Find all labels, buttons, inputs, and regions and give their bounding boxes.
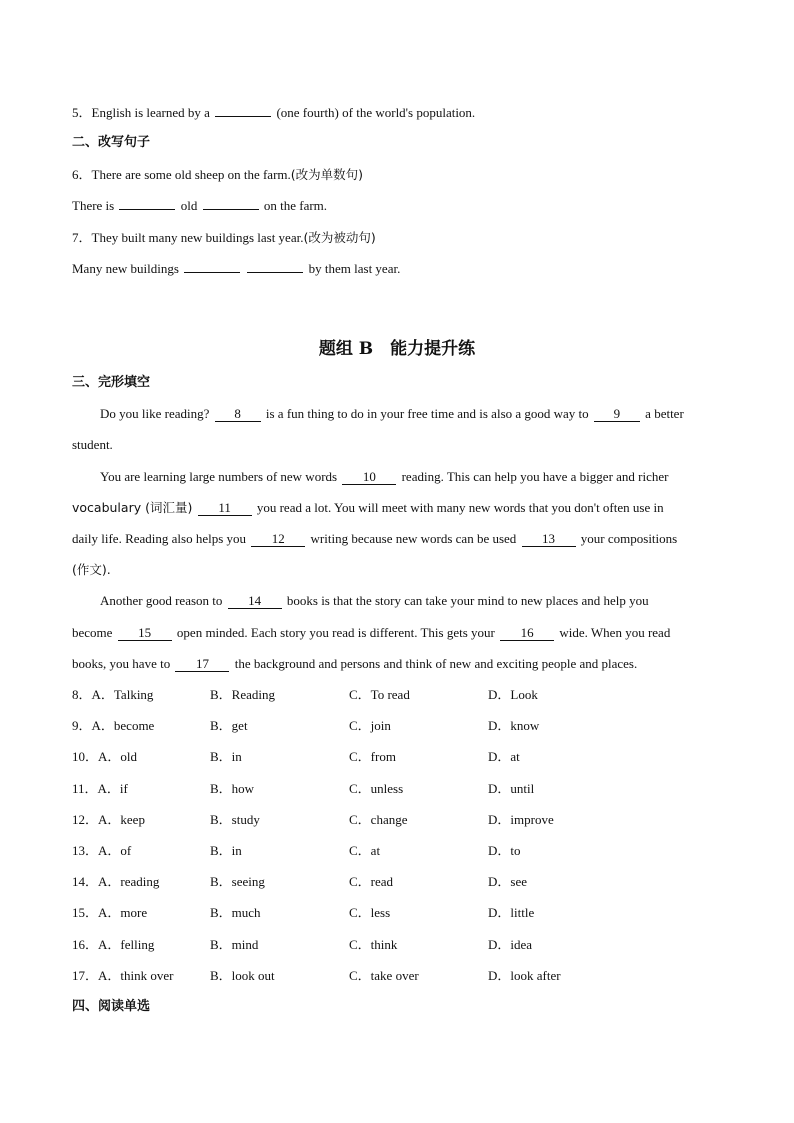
instruction-note: (改为被动句) — [303, 230, 376, 245]
option-label: C．take over — [349, 967, 419, 983]
cloze-blank-14[interactable] — [228, 594, 282, 609]
question-number: 5． — [72, 105, 92, 120]
option-b[interactable] — [210, 842, 242, 860]
option-label: D．idea — [488, 936, 533, 952]
cloze-blank-8[interactable] — [215, 407, 261, 422]
option-c[interactable] — [349, 811, 407, 829]
passage-text: vocabulary (词汇量) — [72, 500, 193, 515]
question-7 — [72, 229, 376, 247]
answer-text: on the farm. — [263, 198, 328, 213]
passage-text: open minded. Each story you read is different. This gets your — [176, 625, 495, 640]
option-label: A．reading — [98, 874, 160, 890]
option-b[interactable] — [210, 780, 254, 798]
option-d[interactable] — [488, 936, 532, 954]
option-c[interactable] — [349, 717, 391, 735]
passage-line: (作文). — [72, 562, 111, 577]
option-b[interactable] — [210, 811, 260, 829]
option-d[interactable] — [488, 780, 534, 798]
passage-line: student. — [72, 437, 113, 452]
option-a[interactable] — [72, 811, 145, 829]
option-c[interactable] — [349, 873, 393, 891]
cloze-blank-16[interactable] — [500, 626, 554, 641]
option-a[interactable] — [72, 936, 154, 954]
blank-number: 12 — [271, 531, 285, 546]
cloze-blank-15[interactable] — [118, 626, 172, 641]
answer-blank[interactable] — [247, 260, 303, 273]
section-heading-cloze: 三、完形填空 — [72, 375, 151, 390]
passage-text: Another good reason to — [100, 593, 223, 608]
option-label: A．more — [98, 905, 148, 921]
question-6-answer — [72, 197, 327, 215]
answer-blank[interactable] — [184, 260, 240, 273]
option-label: B．mind — [210, 936, 259, 952]
question-number: 9． — [72, 718, 92, 734]
option-d[interactable] — [488, 748, 520, 766]
question-text: (one fourth) of the world's population. — [276, 105, 476, 120]
blank-number: 10 — [362, 469, 376, 484]
answer-blank[interactable] — [215, 104, 271, 117]
blank-number: 16 — [520, 625, 534, 640]
passage-text: books, you have to — [72, 656, 171, 671]
passage-text: your compositions — [580, 531, 678, 546]
option-c[interactable] — [349, 842, 380, 860]
question-text: There are some old sheep on the farm. — [91, 167, 291, 182]
passage-text: you read a lot. You will meet with many new words that you don't often use in — [256, 500, 664, 515]
passage-line — [72, 655, 637, 673]
option-a[interactable] — [72, 904, 147, 922]
option-a[interactable] — [72, 748, 137, 766]
option-label: B．how — [210, 780, 255, 796]
passage-line — [72, 499, 664, 517]
option-c[interactable] — [349, 967, 419, 985]
option-label: D．little — [488, 905, 535, 921]
cloze-blank-13[interactable] — [522, 532, 576, 547]
option-d[interactable] — [488, 967, 561, 985]
blank-number: 14 — [248, 593, 262, 608]
option-label: B．in — [210, 843, 242, 858]
option-c[interactable] — [349, 686, 410, 704]
option-label: C．think — [349, 936, 398, 952]
option-label: C．less — [349, 905, 391, 921]
answer-text: old — [180, 198, 198, 213]
question-text: English is learned by a — [91, 105, 210, 120]
option-label: A．think over — [98, 967, 174, 983]
option-label: D．to — [488, 843, 521, 858]
section-heading-reading: 四、阅读单选 — [72, 999, 151, 1014]
passage-text: the background and persons and think of new and exciting people and places. — [234, 656, 638, 671]
passage-line — [100, 468, 668, 486]
blank-number: 8 — [234, 406, 241, 421]
option-c[interactable] — [349, 748, 396, 766]
answer-text: There is — [72, 198, 115, 213]
option-a[interactable] — [72, 780, 128, 798]
answer-text: Many new buildings — [72, 261, 179, 276]
option-label: C．from — [349, 749, 396, 765]
option-b[interactable] — [210, 686, 275, 704]
question-number: 12． — [72, 811, 99, 827]
option-label: D．until — [488, 780, 535, 796]
option-label: B．get — [210, 718, 248, 734]
question-5 — [72, 104, 475, 122]
passage-text: wide. When you read — [559, 625, 671, 640]
option-label: D．know — [488, 718, 540, 734]
option-c[interactable] — [349, 904, 390, 922]
question-text: They built many new buildings last year. — [91, 230, 304, 245]
option-label: A．felling — [98, 936, 155, 952]
option-a[interactable] — [72, 842, 131, 860]
option-d[interactable] — [488, 842, 521, 860]
option-a[interactable] — [72, 873, 159, 891]
question-number: 17． — [72, 967, 99, 983]
blank-number: 9 — [613, 406, 621, 421]
option-label: A．if — [97, 780, 128, 796]
option-label: B．study — [210, 811, 260, 827]
option-b[interactable] — [210, 717, 248, 735]
section-heading-rewrite: 二、改写句子 — [72, 135, 151, 150]
option-label: A．Talking — [91, 687, 154, 702]
cloze-blank-12[interactable] — [251, 532, 305, 547]
option-label: C．at — [349, 843, 381, 858]
option-b[interactable] — [210, 748, 242, 766]
option-c[interactable] — [349, 780, 403, 798]
option-d[interactable] — [488, 686, 538, 704]
passage-text: books is that the story can take your mind to new places and help you — [286, 593, 649, 608]
option-label: B．seeing — [210, 874, 265, 890]
question-number: 6． — [72, 167, 92, 182]
cloze-blank-10[interactable] — [342, 470, 396, 485]
passage-text: daily life. Reading also helps you — [72, 531, 247, 546]
cloze-blank-9[interactable] — [594, 407, 640, 422]
question-number: 13． — [72, 843, 99, 858]
passage-text: a better — [645, 406, 684, 421]
instruction-note: (改为单数句) — [290, 167, 364, 182]
option-label: A．keep — [98, 811, 145, 827]
question-number: 16． — [72, 936, 99, 952]
blank-number: 15 — [138, 625, 152, 640]
passage-text: reading. This can help you have a bigger and richer — [401, 469, 669, 484]
passage-text: become — [72, 625, 113, 640]
passage-text: Do you like reading? — [100, 406, 210, 421]
question-number: 14． — [72, 874, 99, 890]
option-label: B．Reading — [210, 687, 275, 702]
option-d[interactable] — [488, 811, 554, 829]
group-title: 题组 B 能力提升练 — [318, 339, 476, 359]
passage-line — [100, 405, 684, 423]
option-label: D．see — [488, 874, 527, 890]
option-label: A．old — [98, 749, 138, 765]
option-a[interactable] — [72, 686, 153, 704]
passage-line — [100, 592, 649, 610]
option-b[interactable] — [210, 967, 275, 985]
option-label: D．look after — [488, 967, 561, 983]
option-b[interactable] — [210, 904, 261, 922]
question-number: 15． — [72, 905, 99, 921]
option-c[interactable] — [349, 936, 397, 954]
question-number: 10． — [72, 749, 99, 765]
option-a[interactable] — [72, 967, 173, 985]
option-a[interactable] — [72, 717, 154, 735]
option-label: B．in — [210, 749, 242, 765]
blank-number: 13 — [542, 531, 556, 546]
passage-text: is a fun thing to do in your free time and is also a good way to — [265, 406, 589, 421]
option-label: D．improve — [488, 811, 554, 827]
answer-blank[interactable] — [203, 197, 259, 210]
passage-line — [72, 624, 670, 642]
option-b[interactable] — [210, 873, 265, 891]
option-d[interactable] — [488, 873, 527, 891]
option-label: C．join — [349, 718, 391, 734]
passage-text: writing because new words can be used — [310, 531, 517, 546]
answer-text: by them last year. — [308, 261, 401, 276]
question-number: 8． — [72, 687, 92, 702]
option-label: A．become — [91, 718, 155, 734]
option-label: B．look out — [210, 967, 275, 983]
option-label: C．unless — [349, 780, 404, 796]
blank-number: 17 — [195, 656, 209, 671]
question-7-answer — [72, 260, 400, 278]
option-label: C．change — [349, 811, 408, 827]
passage-line — [72, 530, 677, 548]
option-label: C．read — [349, 874, 394, 890]
answer-blank[interactable] — [119, 197, 175, 210]
option-d[interactable] — [488, 717, 539, 735]
cloze-blank-17[interactable] — [175, 657, 229, 672]
cloze-blank-11[interactable] — [198, 501, 252, 516]
blank-number: 11 — [218, 500, 231, 515]
option-d[interactable] — [488, 904, 534, 922]
option-label: A．of — [98, 843, 132, 858]
question-number: 11． — [72, 780, 98, 796]
question-number: 7． — [72, 230, 92, 245]
option-label: B．much — [210, 905, 261, 921]
question-6 — [72, 166, 363, 184]
option-b[interactable] — [210, 936, 258, 954]
option-label: D．Look — [488, 687, 538, 702]
option-label: D．at — [488, 749, 520, 765]
option-label: C．To read — [349, 687, 410, 702]
passage-text: You are learning large numbers of new words — [100, 469, 338, 484]
